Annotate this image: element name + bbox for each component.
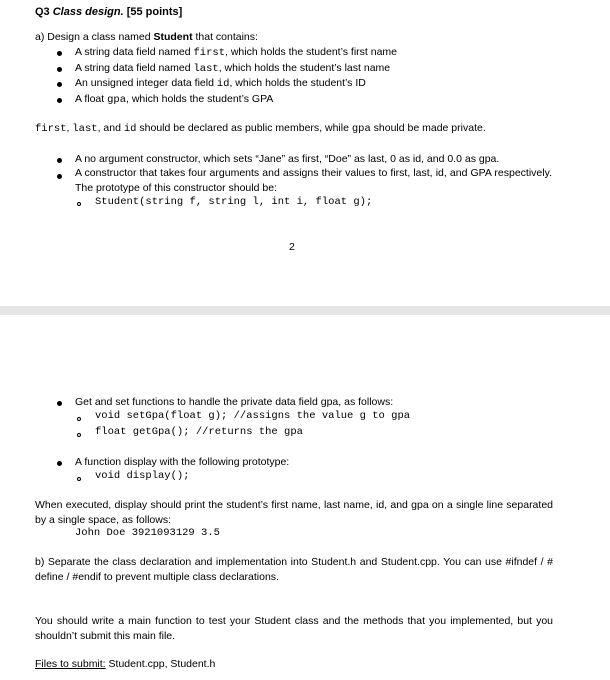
main-file-note: You should write a main function to test your Student class and the methods that you implemented, but you shouldn’t submit this main file. [35,615,553,642]
get-gpa-prototype: float getGpa(); //returns the gpa [95,426,303,438]
files-to-submit: Files to submit: Student.cpp, Student.h [35,658,216,670]
display-intro: A function display with the following prototype: [75,456,290,468]
display-prototype: void display(); [95,470,190,482]
sub-bullet-icon [77,417,81,421]
page-1 [0,0,610,306]
display-example-output: John Doe 3921093129 3.5 [75,527,220,539]
page-2 [0,315,610,680]
part-a-intro: a) Design a class named Student that contains: [35,31,258,43]
field-id: An unsigned integer data field id, which holds the student’s ID [75,77,366,90]
field-last: A string data field named last, which holds the student’s last name [75,62,391,75]
sub-bullet-icon [77,477,81,481]
sub-bullet-icon [77,433,81,437]
bullet-icon [57,461,62,466]
set-gpa-prototype: void setGpa(float g); //assigns the value g to gpa [95,410,411,422]
visibility-declaration: first, last, and id should be declared as public members, while gpa should be made private. [35,122,486,135]
part-b-text: b) Separate the class declaration and implementation into Student.h and Student.cpp. You can use #ifndef / # define / #endif to prevent multiple class declarations. [35,556,553,583]
arg-constructor-text: A constructor that takes four arguments and assigns their values to first, last, id, and GPA respectively. The prototype of this constructor should be: [75,167,552,194]
bullet-icon [57,98,62,103]
bullet-icon [57,401,62,406]
bullet-icon [57,82,62,87]
bullet-icon [57,158,62,163]
default-constructor-text: A no argument constructor, which sets “Jane” as first, “Doe” as last, 0 as id, and 0.0 as gpa. [75,153,500,165]
bullet-icon [57,174,62,179]
bullet-icon [57,51,62,56]
bullet-icon [57,67,62,72]
get-set-intro: Get and set functions to handle the private data field gpa, as follows: [75,396,394,408]
constructor-prototype: Student(string f, string l, int i, float g); [95,196,373,208]
display-description: When executed, display should print the student’s first name, last name, id, and gpa on a single line separated by a single space, as follows: [35,499,553,526]
field-gpa: A float gpa, which holds the student’s GPA [75,93,274,106]
field-first: A string data field named first, which holds the student’s first name [75,46,397,59]
question-heading: Q3 Class design. [55 points] [35,6,183,18]
sub-bullet-icon [77,202,81,206]
page-separator [0,306,610,315]
page-number: 2 [289,241,295,253]
